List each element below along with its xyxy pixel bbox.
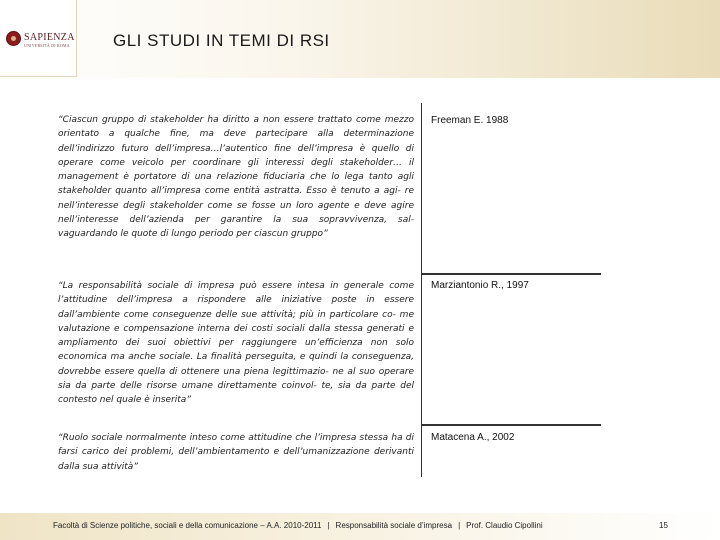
logo-subtitle: UNIVERSITÀ DI ROMA xyxy=(24,43,70,48)
seal-icon xyxy=(6,31,21,46)
footer-text xyxy=(53,521,543,530)
quote-text: “Ciascun gruppo di stakeholder ha diritto a non essere trattato come mezzo orientato a qualche fine, ma deve partecipare alla determinazione dell’indirizzo futuro dell’impresa…l’autentico fine dell’impresa è quello di operare come veicolo per coordinare gli interessi degli stakeholder… il management è portatore di una relazione fiduciaria che lo lega tanto agli stakeholder quanto all’impresa come entità astratta. Esso è tenuto a agi- re nell’interesse degli stakeholder come se fosse un loro agente e deve agire nell’interesse dell’azienda per garantire la sua sopravvivenza, sal- vaguardando le quote di lungo periodo per ciascun gruppo” xyxy=(58,115,414,240)
quote-row xyxy=(58,279,414,408)
author-citation: Marziantonio R., 1997 xyxy=(431,280,529,291)
footer-professor: Prof. Claudio Cipollini xyxy=(466,521,543,530)
university-logo xyxy=(0,0,77,77)
footer-separator: | xyxy=(327,521,330,530)
row-divider-vertical xyxy=(421,273,422,425)
row-divider-vertical xyxy=(421,103,422,273)
author-citation: Freeman E. 1988 xyxy=(431,115,509,126)
quote-text: “Ruolo sociale normalmente inteso come attitudine che l’impresa stessa ha di farsi carico dei problemi, dell’ambientamento e dell’umanizzazione derivanti dalla sua attività” xyxy=(58,433,414,472)
row-divider-vertical xyxy=(421,425,422,477)
footer-faculty: Facoltà di Scienze politiche, sociali e della comunicazione – A.A. 2010-2011 xyxy=(53,521,322,530)
row-divider-horizontal xyxy=(421,273,601,275)
footer-separator: | xyxy=(458,521,461,530)
quote-text: “La responsabilità sociale di impresa può essere intesa in generale come l’attitudine dell’impresa a rispondere alle iniziative poste in essere dall’ambiente come conseguenze delle sue attività; più in particolare co- me valutazione e compensazione interna dei costi sociali dalla stessa generati e ampliamento dei suoi obiettivi per raggiungere un’efficienza non solo economica ma anche sociale. La finalità perseguita, e quindi la conseguenza, dovrebbe essere quella di ottenere una piena legittimazio- ne al suo operare sia da parte delle risorse umane direttamente coinvol- te, sia da parte del contesto nel quale è inserita” xyxy=(58,281,414,406)
page-number: 15 xyxy=(659,521,668,530)
quote-row xyxy=(58,431,414,474)
row-divider-horizontal xyxy=(421,424,601,426)
page-title: GLI STUDI IN TEMI DI RSI xyxy=(113,31,330,50)
author-citation: Matacena A., 2002 xyxy=(431,432,515,443)
logo-name: SAPIENZA xyxy=(24,32,75,43)
header-band xyxy=(0,0,720,78)
footer-course: Responsabilità sociale d’impresa xyxy=(335,521,453,530)
quote-row xyxy=(58,113,414,242)
